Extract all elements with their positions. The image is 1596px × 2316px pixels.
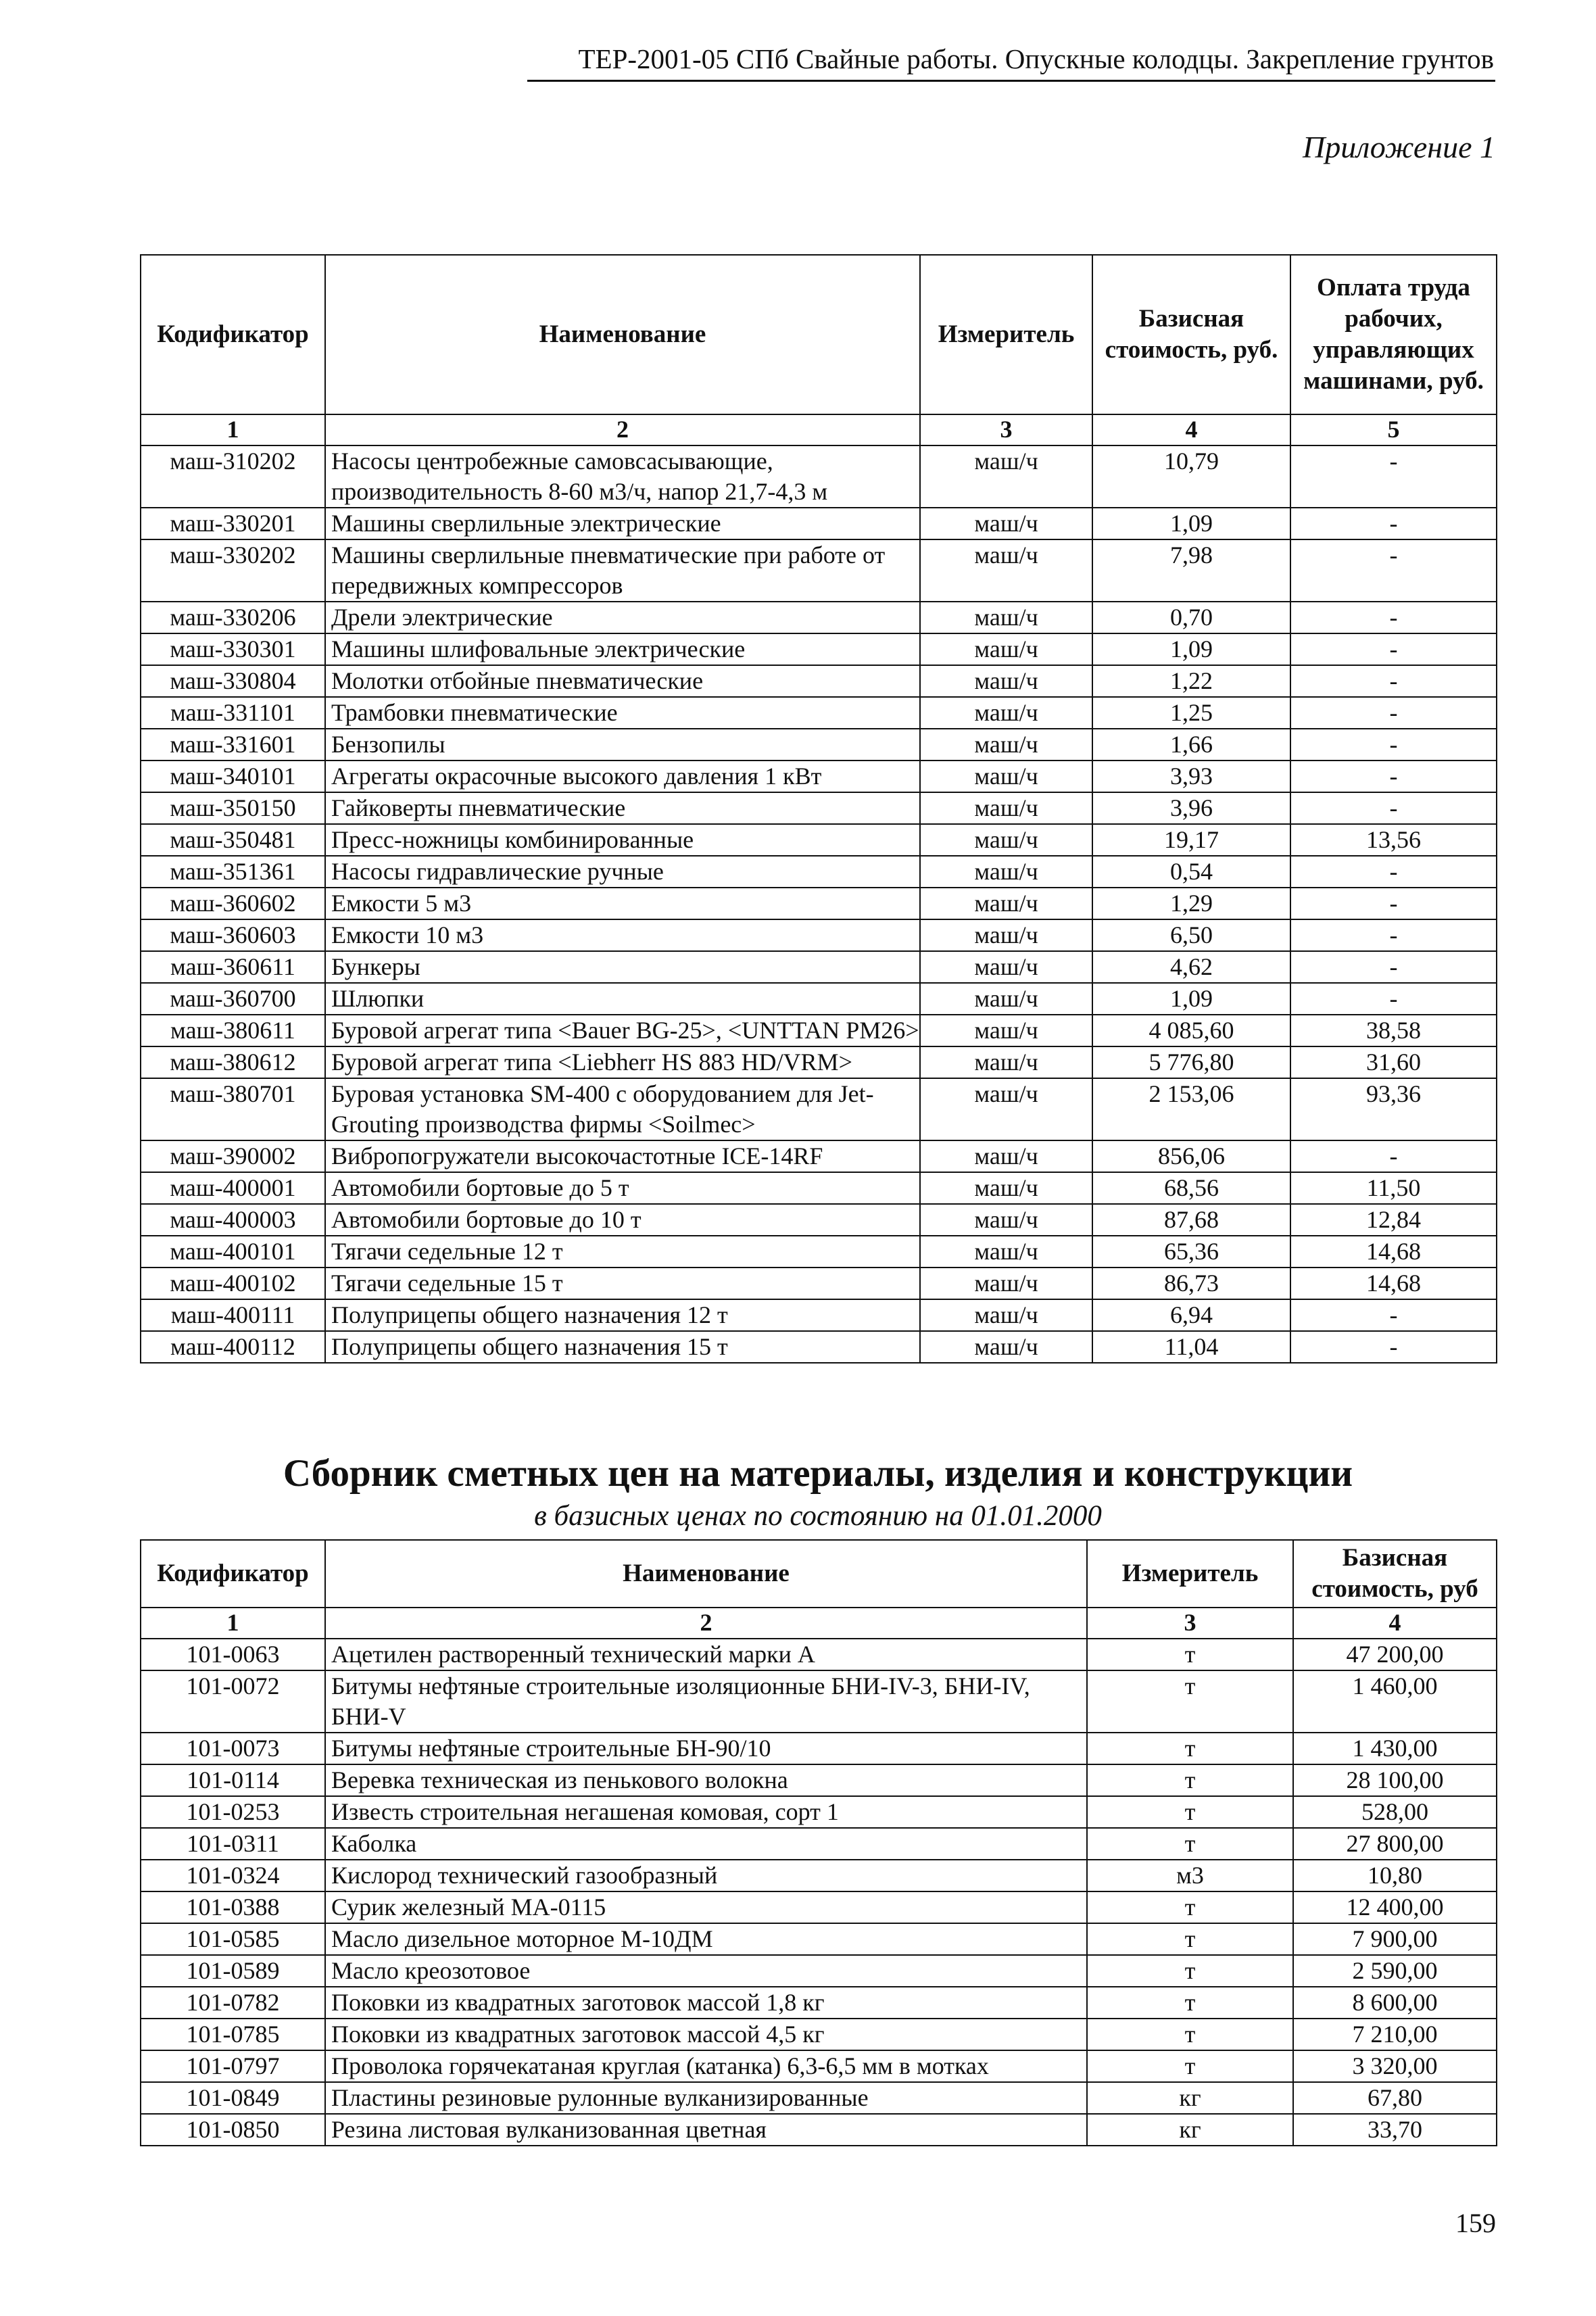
cell-code: маш-390002 <box>141 1140 325 1172</box>
table-row <box>141 761 1497 792</box>
cell-cost: 7 210,00 <box>1293 2019 1497 2050</box>
table-row <box>141 2114 1497 2146</box>
cell-cost: 8 600,00 <box>1293 1987 1497 2019</box>
cell-name: Агрегаты окрасочные высокого давления 1 кВт <box>325 761 920 792</box>
cell-cost: 1,29 <box>1092 888 1290 919</box>
cell-name: Гайковерты пневматические <box>325 792 920 824</box>
col-header-code: Кодификатор <box>141 255 325 414</box>
cell-name: Поковки из квадратных заготовок массой 4,5 кг <box>325 2019 1087 2050</box>
machines-table-column-numbers <box>141 414 1497 445</box>
cell-code: маш-400101 <box>141 1236 325 1268</box>
cell-labor: - <box>1290 665 1497 697</box>
cell-unit: маш/ч <box>920 1331 1092 1363</box>
cell-code: 101-0785 <box>141 2019 325 2050</box>
header-rule <box>527 80 1495 82</box>
col-number: 2 <box>325 1608 1087 1639</box>
cell-code: 101-0072 <box>141 1670 325 1733</box>
cell-cost: 2 153,06 <box>1092 1078 1290 1140</box>
table-row <box>141 1236 1497 1268</box>
cell-labor: - <box>1290 602 1497 633</box>
cell-unit: маш/ч <box>920 824 1092 856</box>
cell-cost: 1,09 <box>1092 508 1290 539</box>
appendix-label: Приложение 1 <box>1302 130 1495 164</box>
table-row <box>141 602 1497 633</box>
cell-code: 101-0388 <box>141 1891 325 1923</box>
cell-code: маш-330206 <box>141 602 325 633</box>
cell-name: Тягачи седельные 15 т <box>325 1268 920 1299</box>
table-row <box>141 1046 1497 1078</box>
cell-cost: 1 460,00 <box>1293 1670 1497 1733</box>
cell-unit: т <box>1087 1891 1293 1923</box>
table-row <box>141 2019 1497 2050</box>
cell-unit: маш/ч <box>920 856 1092 888</box>
cell-name: Насосы центробежные самовсасывающие, производительность 8-60 м3/ч, напор 21,7-4,3 м <box>325 445 920 508</box>
cell-unit: маш/ч <box>920 1299 1092 1331</box>
cell-name: Пресс-ножницы комбинированные <box>325 824 920 856</box>
table-row <box>141 1299 1497 1331</box>
cell-name: Бункеры <box>325 951 920 983</box>
table-row <box>141 1828 1497 1860</box>
cell-cost: 65,36 <box>1092 1236 1290 1268</box>
cell-code: маш-360611 <box>141 951 325 983</box>
cell-cost: 5 776,80 <box>1092 1046 1290 1078</box>
cell-code: 101-0073 <box>141 1733 325 1764</box>
cell-name: Веревка техническая из пенькового волокна <box>325 1764 1087 1796</box>
cell-code: маш-380612 <box>141 1046 325 1078</box>
cell-code: маш-380611 <box>141 1015 325 1046</box>
materials-table-column-numbers <box>141 1608 1497 1639</box>
cell-labor: 38,58 <box>1290 1015 1497 1046</box>
cell-name: Емкости 5 м3 <box>325 888 920 919</box>
col-header-code: Кодификатор <box>141 1540 325 1608</box>
cell-cost: 47 200,00 <box>1293 1639 1497 1670</box>
table-row <box>141 729 1497 761</box>
table-row <box>141 919 1497 951</box>
cell-labor: - <box>1290 1331 1497 1363</box>
cell-name: Буровая установка SM-400 с оборудованием для Jet-Grouting производства фирмы <Soilmec> <box>325 1078 920 1140</box>
table-row <box>141 445 1497 508</box>
cell-cost: 1,22 <box>1092 665 1290 697</box>
cell-labor: 12,84 <box>1290 1204 1497 1236</box>
cell-cost: 0,70 <box>1092 602 1290 633</box>
cell-unit: маш/ч <box>920 665 1092 697</box>
cell-unit: маш/ч <box>920 1236 1092 1268</box>
cell-name: Полуприцепы общего назначения 15 т <box>325 1331 920 1363</box>
cell-code: 101-0849 <box>141 2082 325 2114</box>
cell-name: Масло креозотовое <box>325 1955 1087 1987</box>
cell-name: Проволока горячекатаная круглая (катанка) 6,3-6,5 мм в мотках <box>325 2050 1087 2082</box>
cell-code: 101-0850 <box>141 2114 325 2146</box>
cell-code: 101-0253 <box>141 1796 325 1828</box>
cell-unit: кг <box>1087 2114 1293 2146</box>
cell-cost: 12 400,00 <box>1293 1891 1497 1923</box>
table-row <box>141 1923 1497 1955</box>
cell-code: 101-0311 <box>141 1828 325 1860</box>
cell-cost: 1 430,00 <box>1293 1733 1497 1764</box>
cell-code: маш-400102 <box>141 1268 325 1299</box>
cell-code: маш-350481 <box>141 824 325 856</box>
cell-unit: т <box>1087 2050 1293 2082</box>
cell-cost: 86,73 <box>1092 1268 1290 1299</box>
machines-table-header <box>141 255 1497 414</box>
cell-unit: маш/ч <box>920 1140 1092 1172</box>
table-row <box>141 633 1497 665</box>
materials-table-header <box>141 1540 1497 1608</box>
cell-labor: - <box>1290 697 1497 729</box>
cell-name: Тягачи седельные 12 т <box>325 1236 920 1268</box>
cell-code: 101-0797 <box>141 2050 325 2082</box>
cell-unit: т <box>1087 1796 1293 1828</box>
cell-name: Полуприцепы общего назначения 12 т <box>325 1299 920 1331</box>
table-row <box>141 539 1497 602</box>
cell-code: маш-310202 <box>141 445 325 508</box>
cell-name: Емкости 10 м3 <box>325 919 920 951</box>
cell-labor: 13,56 <box>1290 824 1497 856</box>
cell-code: маш-330201 <box>141 508 325 539</box>
cell-unit: т <box>1087 1764 1293 1796</box>
cell-code: маш-351361 <box>141 856 325 888</box>
cell-unit: т <box>1087 1987 1293 2019</box>
cell-unit: т <box>1087 1955 1293 1987</box>
cell-code: маш-360700 <box>141 983 325 1015</box>
cell-name: Резина листовая вулканизованная цветная <box>325 2114 1087 2146</box>
table-row <box>141 1987 1497 2019</box>
table-row <box>141 888 1497 919</box>
col-number: 5 <box>1290 414 1497 445</box>
cell-cost: 3 320,00 <box>1293 2050 1497 2082</box>
page-number: 159 <box>1455 2208 1496 2238</box>
table-row <box>141 665 1497 697</box>
cell-unit: маш/ч <box>920 1172 1092 1204</box>
cell-cost: 19,17 <box>1092 824 1290 856</box>
cell-name: Битумы нефтяные строительные изоляционные БНИ-IV-3, БНИ-IV, БНИ-V <box>325 1670 1087 1733</box>
cell-cost: 528,00 <box>1293 1796 1497 1828</box>
cell-code: маш-340101 <box>141 761 325 792</box>
cell-unit: маш/ч <box>920 983 1092 1015</box>
col-number: 1 <box>141 414 325 445</box>
col-header-name: Наименование <box>325 255 920 414</box>
cell-unit: маш/ч <box>920 633 1092 665</box>
table-row <box>141 1015 1497 1046</box>
table-row <box>141 1764 1497 1796</box>
cell-cost: 2 590,00 <box>1293 1955 1497 1987</box>
cell-code: маш-330804 <box>141 665 325 697</box>
cell-cost: 28 100,00 <box>1293 1764 1497 1796</box>
cell-cost: 856,06 <box>1092 1140 1290 1172</box>
cell-code: 101-0782 <box>141 1987 325 2019</box>
cell-code: маш-331101 <box>141 697 325 729</box>
materials-section-title: Сборник сметных цен на материалы, изделия и конструкции <box>283 1452 1353 1495</box>
cell-name: Известь строительная негашеная комовая, сорт 1 <box>325 1796 1087 1828</box>
table-row <box>141 856 1497 888</box>
cell-unit: маш/ч <box>920 602 1092 633</box>
cell-code: маш-400112 <box>141 1331 325 1363</box>
cell-labor: - <box>1290 792 1497 824</box>
cell-code: 101-0324 <box>141 1860 325 1891</box>
cell-code: 101-0585 <box>141 1923 325 1955</box>
table-row <box>141 1078 1497 1140</box>
table-row <box>141 792 1497 824</box>
col-header-unit: Измеритель <box>920 255 1092 414</box>
col-header-unit: Измеритель <box>1087 1540 1293 1608</box>
materials-section-subtitle: в базисных ценах по состоянию на 01.01.2000 <box>534 1500 1102 1532</box>
col-number: 3 <box>920 414 1092 445</box>
cell-unit: т <box>1087 1828 1293 1860</box>
col-number: 1 <box>141 1608 325 1639</box>
cell-unit: маш/ч <box>920 1204 1092 1236</box>
cell-code: маш-380701 <box>141 1078 325 1140</box>
cell-code: маш-330301 <box>141 633 325 665</box>
cell-labor: - <box>1290 919 1497 951</box>
cell-name: Буровой агрегат типа <Liebherr HS 883 HD/VRM> <box>325 1046 920 1078</box>
cell-name: Машины шлифовальные электрические <box>325 633 920 665</box>
table-row <box>141 1268 1497 1299</box>
cell-unit: т <box>1087 1923 1293 1955</box>
cell-cost: 87,68 <box>1092 1204 1290 1236</box>
cell-unit: маш/ч <box>920 919 1092 951</box>
cell-cost: 3,96 <box>1092 792 1290 824</box>
table-row <box>141 508 1497 539</box>
cell-labor: - <box>1290 633 1497 665</box>
cell-unit: маш/ч <box>920 951 1092 983</box>
cell-cost: 7,98 <box>1092 539 1290 602</box>
cell-cost: 1,09 <box>1092 983 1290 1015</box>
cell-name: Молотки отбойные пневматические <box>325 665 920 697</box>
cell-name: Буровой агрегат типа <Bauer BG-25>, <UNTTAN PM26> <box>325 1015 920 1046</box>
cell-code: маш-331601 <box>141 729 325 761</box>
cell-cost: 7 900,00 <box>1293 1923 1497 1955</box>
cell-code: маш-330202 <box>141 539 325 602</box>
cell-name: Ацетилен растворенный технический марки А <box>325 1639 1087 1670</box>
cell-unit: маш/ч <box>920 761 1092 792</box>
cell-cost: 68,56 <box>1092 1172 1290 1204</box>
cell-cost: 11,04 <box>1092 1331 1290 1363</box>
cell-cost: 33,70 <box>1293 2114 1497 2146</box>
col-number: 3 <box>1087 1608 1293 1639</box>
table-row <box>141 1670 1497 1733</box>
cell-code: 101-0063 <box>141 1639 325 1670</box>
cell-cost: 67,80 <box>1293 2082 1497 2114</box>
col-header-cost: Базисная стоимость, руб <box>1293 1540 1497 1608</box>
cell-labor: - <box>1290 508 1497 539</box>
cell-cost: 6,50 <box>1092 919 1290 951</box>
cell-unit: кг <box>1087 2082 1293 2114</box>
cell-labor: - <box>1290 888 1497 919</box>
table-row <box>141 1733 1497 1764</box>
cell-name: Машины сверлильные пневматические при работе от передвижных компрессоров <box>325 539 920 602</box>
cell-name: Каболка <box>325 1828 1087 1860</box>
cell-unit: т <box>1087 1733 1293 1764</box>
table-row <box>141 983 1497 1015</box>
cell-name: Кислород технический газообразный <box>325 1860 1087 1891</box>
cell-name: Автомобили бортовые до 5 т <box>325 1172 920 1204</box>
table-row <box>141 697 1497 729</box>
cell-unit: т <box>1087 1639 1293 1670</box>
cell-name: Вибропогружатели высокочастотные ICE-14RF <box>325 1140 920 1172</box>
table-row <box>141 2082 1497 2114</box>
cell-unit: маш/ч <box>920 539 1092 602</box>
cell-unit: маш/ч <box>920 1046 1092 1078</box>
cell-unit: маш/ч <box>920 729 1092 761</box>
table-row <box>141 1204 1497 1236</box>
col-header-name: Наименование <box>325 1540 1087 1608</box>
cell-cost: 6,94 <box>1092 1299 1290 1331</box>
cell-cost: 10,80 <box>1293 1860 1497 1891</box>
table-row <box>141 1891 1497 1923</box>
cell-code: маш-350150 <box>141 792 325 824</box>
cell-code: маш-400001 <box>141 1172 325 1204</box>
cell-unit: маш/ч <box>920 508 1092 539</box>
cell-code: 101-0114 <box>141 1764 325 1796</box>
cell-name: Насосы гидравлические ручные <box>325 856 920 888</box>
cell-unit: маш/ч <box>920 792 1092 824</box>
cell-code: 101-0589 <box>141 1955 325 1987</box>
table-row <box>141 824 1497 856</box>
table-row <box>141 1955 1497 1987</box>
cell-name: Масло дизельное моторное М-10ДМ <box>325 1923 1087 1955</box>
table-row <box>141 1639 1497 1670</box>
cell-cost: 1,09 <box>1092 633 1290 665</box>
cell-cost: 0,54 <box>1092 856 1290 888</box>
cell-labor: - <box>1290 761 1497 792</box>
cell-cost: 4 085,60 <box>1092 1015 1290 1046</box>
table-row <box>141 2050 1497 2082</box>
cell-name: Бензопилы <box>325 729 920 761</box>
cell-labor: 93,36 <box>1290 1078 1497 1140</box>
cell-labor: 11,50 <box>1290 1172 1497 1204</box>
table-row <box>141 1140 1497 1172</box>
cell-name: Дрели электрические <box>325 602 920 633</box>
cell-cost: 1,66 <box>1092 729 1290 761</box>
cell-unit: маш/ч <box>920 1015 1092 1046</box>
cell-labor: - <box>1290 856 1497 888</box>
cell-name: Поковки из квадратных заготовок массой 1,8 кг <box>325 1987 1087 2019</box>
cell-labor: 14,68 <box>1290 1236 1497 1268</box>
table-row <box>141 951 1497 983</box>
cell-labor: 31,60 <box>1290 1046 1497 1078</box>
col-header-cost: Базисная стоимость, руб. <box>1092 255 1290 414</box>
col-number: 4 <box>1293 1608 1497 1639</box>
cell-unit: т <box>1087 1670 1293 1733</box>
cell-unit: маш/ч <box>920 1268 1092 1299</box>
cell-unit: м3 <box>1087 1860 1293 1891</box>
cell-code: маш-360603 <box>141 919 325 951</box>
cell-labor: - <box>1290 445 1497 508</box>
machines-table <box>140 254 1497 1364</box>
cell-unit: маш/ч <box>920 888 1092 919</box>
cell-unit: маш/ч <box>920 697 1092 729</box>
materials-table <box>140 1539 1497 2146</box>
cell-unit: маш/ч <box>920 445 1092 508</box>
cell-labor: 14,68 <box>1290 1268 1497 1299</box>
cell-cost: 1,25 <box>1092 697 1290 729</box>
cell-unit: маш/ч <box>920 1078 1092 1140</box>
cell-code: маш-400111 <box>141 1299 325 1331</box>
cell-labor: - <box>1290 539 1497 602</box>
cell-code: маш-400003 <box>141 1204 325 1236</box>
cell-name: Сурик железный МА-0115 <box>325 1891 1087 1923</box>
cell-labor: - <box>1290 951 1497 983</box>
table-row <box>141 1796 1497 1828</box>
cell-name: Шлюпки <box>325 983 920 1015</box>
col-header-labor: Оплата труда рабочих, управляющих машинами, руб. <box>1290 255 1497 414</box>
cell-name: Пластины резиновые рулонные вулканизированные <box>325 2082 1087 2114</box>
table-row <box>141 1172 1497 1204</box>
table-row <box>141 1860 1497 1891</box>
cell-name: Трамбовки пневматические <box>325 697 920 729</box>
cell-name: Машины сверлильные электрические <box>325 508 920 539</box>
cell-labor: - <box>1290 729 1497 761</box>
col-number: 2 <box>325 414 920 445</box>
cell-cost: 3,93 <box>1092 761 1290 792</box>
cell-labor: - <box>1290 983 1497 1015</box>
cell-cost: 10,79 <box>1092 445 1290 508</box>
document-header-title: ТЕР-2001-05 СПб Свайные работы. Опускные колодцы. Закрепление грунтов <box>578 43 1494 74</box>
cell-cost: 4,62 <box>1092 951 1290 983</box>
cell-code: маш-360602 <box>141 888 325 919</box>
col-number: 4 <box>1092 414 1290 445</box>
cell-labor: - <box>1290 1140 1497 1172</box>
table-row <box>141 1331 1497 1363</box>
cell-cost: 27 800,00 <box>1293 1828 1497 1860</box>
cell-name: Автомобили бортовые до 10 т <box>325 1204 920 1236</box>
cell-name: Битумы нефтяные строительные БН-90/10 <box>325 1733 1087 1764</box>
cell-labor: - <box>1290 1299 1497 1331</box>
cell-unit: т <box>1087 2019 1293 2050</box>
